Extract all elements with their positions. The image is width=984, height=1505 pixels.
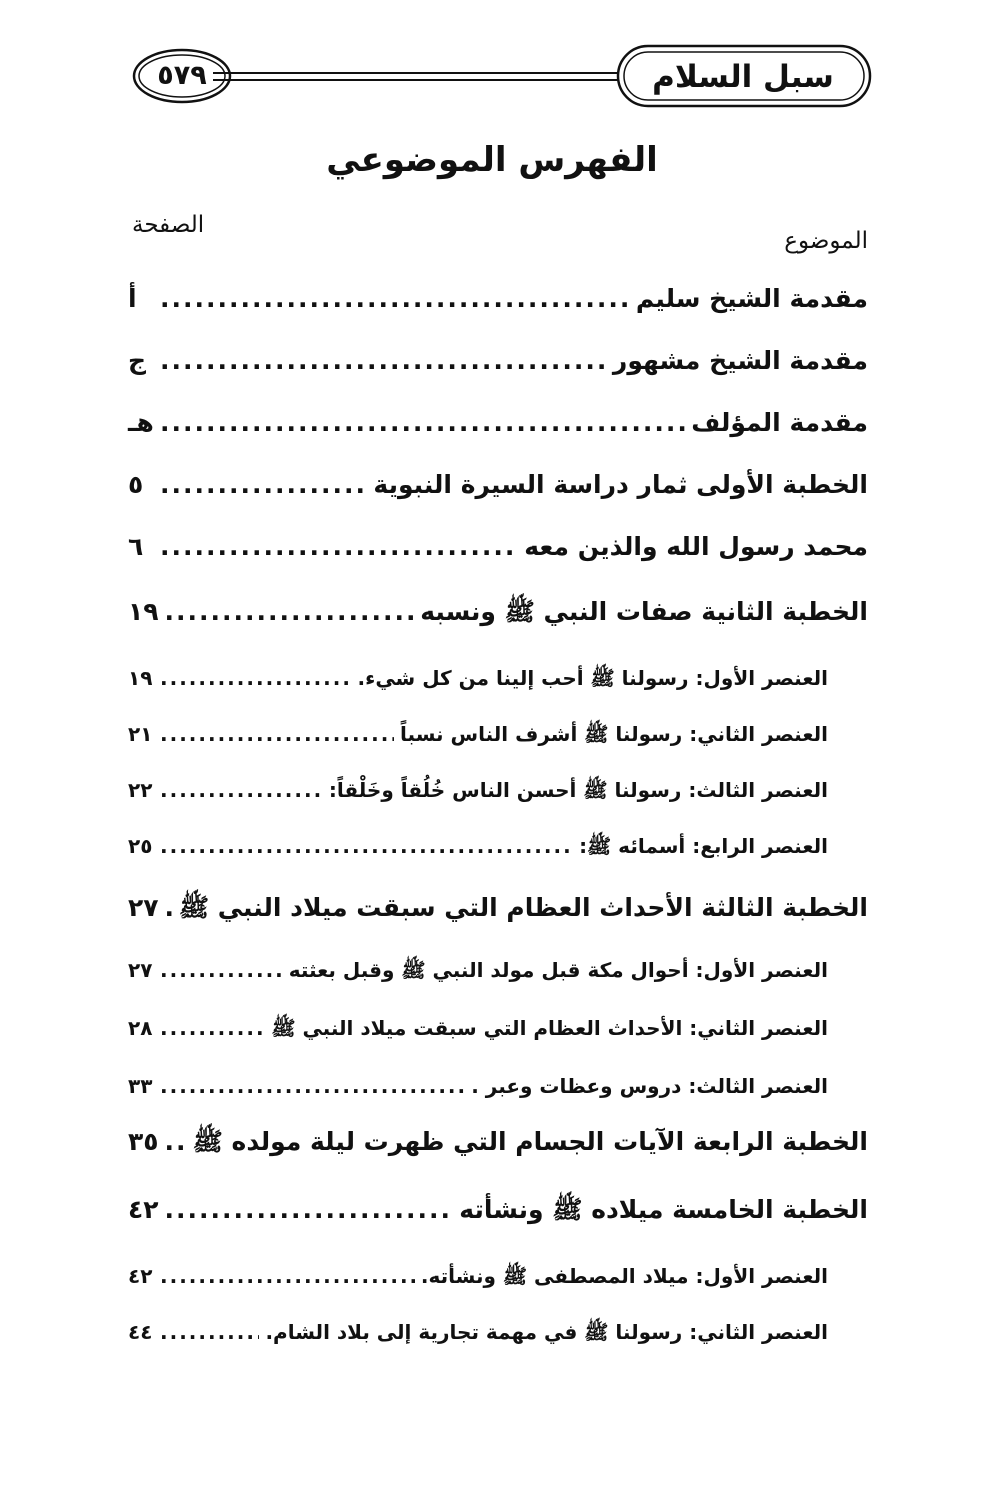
toc-entry-page: أ: [128, 284, 137, 313]
toc-entry-page: ٤٢: [128, 1195, 159, 1224]
toc-entry-title: مقدمة المؤلف: [691, 408, 868, 437]
toc-entry[interactable]: [128, 470, 868, 499]
toc-entry-page: ج: [128, 346, 147, 375]
toc-subentry[interactable]: [128, 1320, 828, 1349]
toc-subentry[interactable]: [128, 778, 828, 807]
dot-leader: [165, 1127, 187, 1156]
toc-subentry[interactable]: [128, 1074, 828, 1098]
dot-leader: [160, 1264, 415, 1288]
index-title: الفهرس الموضوعي: [326, 140, 658, 180]
toc-entry-page: ٣٥: [128, 1127, 159, 1156]
page-number: ٥٧٩: [157, 59, 207, 91]
dot-leader: [160, 834, 573, 858]
toc-entry-title: الخطبة الثالثة الأحداث العظام التي سبقت ميلاد النبي ﷺ: [178, 893, 868, 922]
book-title: سبل السلام: [652, 59, 834, 95]
toc-entry-title: محمد رسول الله والذين معه: [524, 532, 868, 561]
dot-leader: [165, 597, 415, 626]
toc-entry-page: ٢٧: [128, 958, 153, 982]
toc-entry-title: مقدمة الشيخ مشهور: [612, 346, 868, 375]
toc-entry[interactable]: [128, 346, 868, 375]
toc-entry-page: ٤٢: [128, 1264, 153, 1288]
dot-leader: [160, 1320, 259, 1344]
toc-entry[interactable]: [128, 284, 868, 313]
dot-leader: [160, 778, 323, 802]
toc-entry-title: العنصر الثاني: الأحداث العظام التي سبقت ميلاد النبي ﷺ: [271, 1016, 828, 1040]
dot-leader: [160, 408, 685, 437]
toc-subentry[interactable]: [128, 958, 828, 987]
toc-entry-title: العنصر الرابع: أسمائه ﷺ:: [579, 834, 828, 858]
toc-entry-title: الخطبة الأولى ثمار دراسة السيرة النبوية: [373, 470, 868, 499]
dot-leader: [160, 722, 394, 746]
toc-entry-page: ٦: [128, 532, 144, 561]
toc-entry-title: الخطبة الرابعة الآيات الجسام التي ظهرت ليلة مولده ﷺ: [192, 1127, 868, 1156]
toc-subentry[interactable]: [128, 834, 828, 863]
toc-entry-title: العنصر الثالث: رسولنا ﷺ أحسن الناس خُلُقاً وخَلْقاً:: [328, 778, 828, 802]
toc-entry[interactable]: [128, 1126, 868, 1163]
toc-entry-title: العنصر الأول: ميلاد المصطفى ﷺ ونشأته.: [420, 1264, 828, 1288]
toc-entry-page: ٢٢: [128, 778, 153, 802]
dot-leader: [160, 958, 283, 982]
toc-entry[interactable]: [128, 532, 868, 561]
dot-leader: [160, 346, 607, 375]
dot-leader: [160, 284, 630, 313]
toc-entry-title: الخطبة الثانية صفات النبي ﷺ ونسبه: [420, 597, 868, 626]
toc-entry-page: ٤٤: [128, 1320, 153, 1344]
dot-leader: [160, 666, 352, 690]
toc-entry-title: العنصر الثالث: دروس وعظات وعبر .: [471, 1074, 828, 1098]
toc-entry[interactable]: [128, 596, 868, 633]
toc-entry-title: العنصر الثاني: رسولنا ﷺ أشرف الناس نسباً: [400, 722, 828, 746]
toc-entry-page: ٣٣: [128, 1074, 153, 1098]
page-header: [118, 36, 878, 120]
toc-subentry[interactable]: [128, 1264, 828, 1293]
dot-leader: [160, 532, 518, 561]
toc-entry[interactable]: [128, 892, 868, 929]
dot-leader: [160, 1016, 265, 1040]
toc-entry-title: العنصر الثاني: رسولنا ﷺ في مهمة تجارية إلى بلاد الشام.: [265, 1320, 828, 1344]
toc-entry-page: ١٩: [128, 666, 153, 690]
toc-entry-title: العنصر الأول: رسولنا ﷺ أحب إلينا من كل شيء.: [357, 666, 828, 690]
dot-leader: [165, 1195, 454, 1224]
toc-entry-page: ١٩: [128, 597, 159, 626]
toc-subentry[interactable]: [128, 1016, 828, 1045]
topic-column-header: الموضوع: [784, 228, 868, 254]
toc-entry-page: ٢٥: [128, 834, 153, 858]
toc-entry-page: ٢١: [128, 722, 153, 746]
toc-entry[interactable]: [128, 408, 868, 437]
toc-subentry[interactable]: [128, 666, 828, 695]
dot-leader: [160, 1074, 465, 1098]
toc-entry-page: هـ: [128, 408, 154, 437]
toc-entry-page: ٢٨: [128, 1016, 153, 1040]
toc-subentry[interactable]: [128, 722, 828, 751]
dot-leader: [165, 893, 173, 922]
toc-entry-page: ٥: [128, 470, 144, 499]
toc-entry-title: مقدمة الشيخ سليم: [635, 284, 868, 313]
toc-entry[interactable]: [128, 1194, 868, 1231]
dot-leader: [160, 470, 367, 499]
toc-entry-title: العنصر الأول: أحوال مكة قبل مولد النبي ﷺ وقبل بعثته: [288, 958, 828, 982]
page-column-header: الصفحة: [132, 212, 205, 238]
toc-entry-title: الخطبة الخامسة ميلاده ﷺ ونشأته: [459, 1195, 868, 1224]
toc-entry-page: ٢٧: [128, 893, 159, 922]
